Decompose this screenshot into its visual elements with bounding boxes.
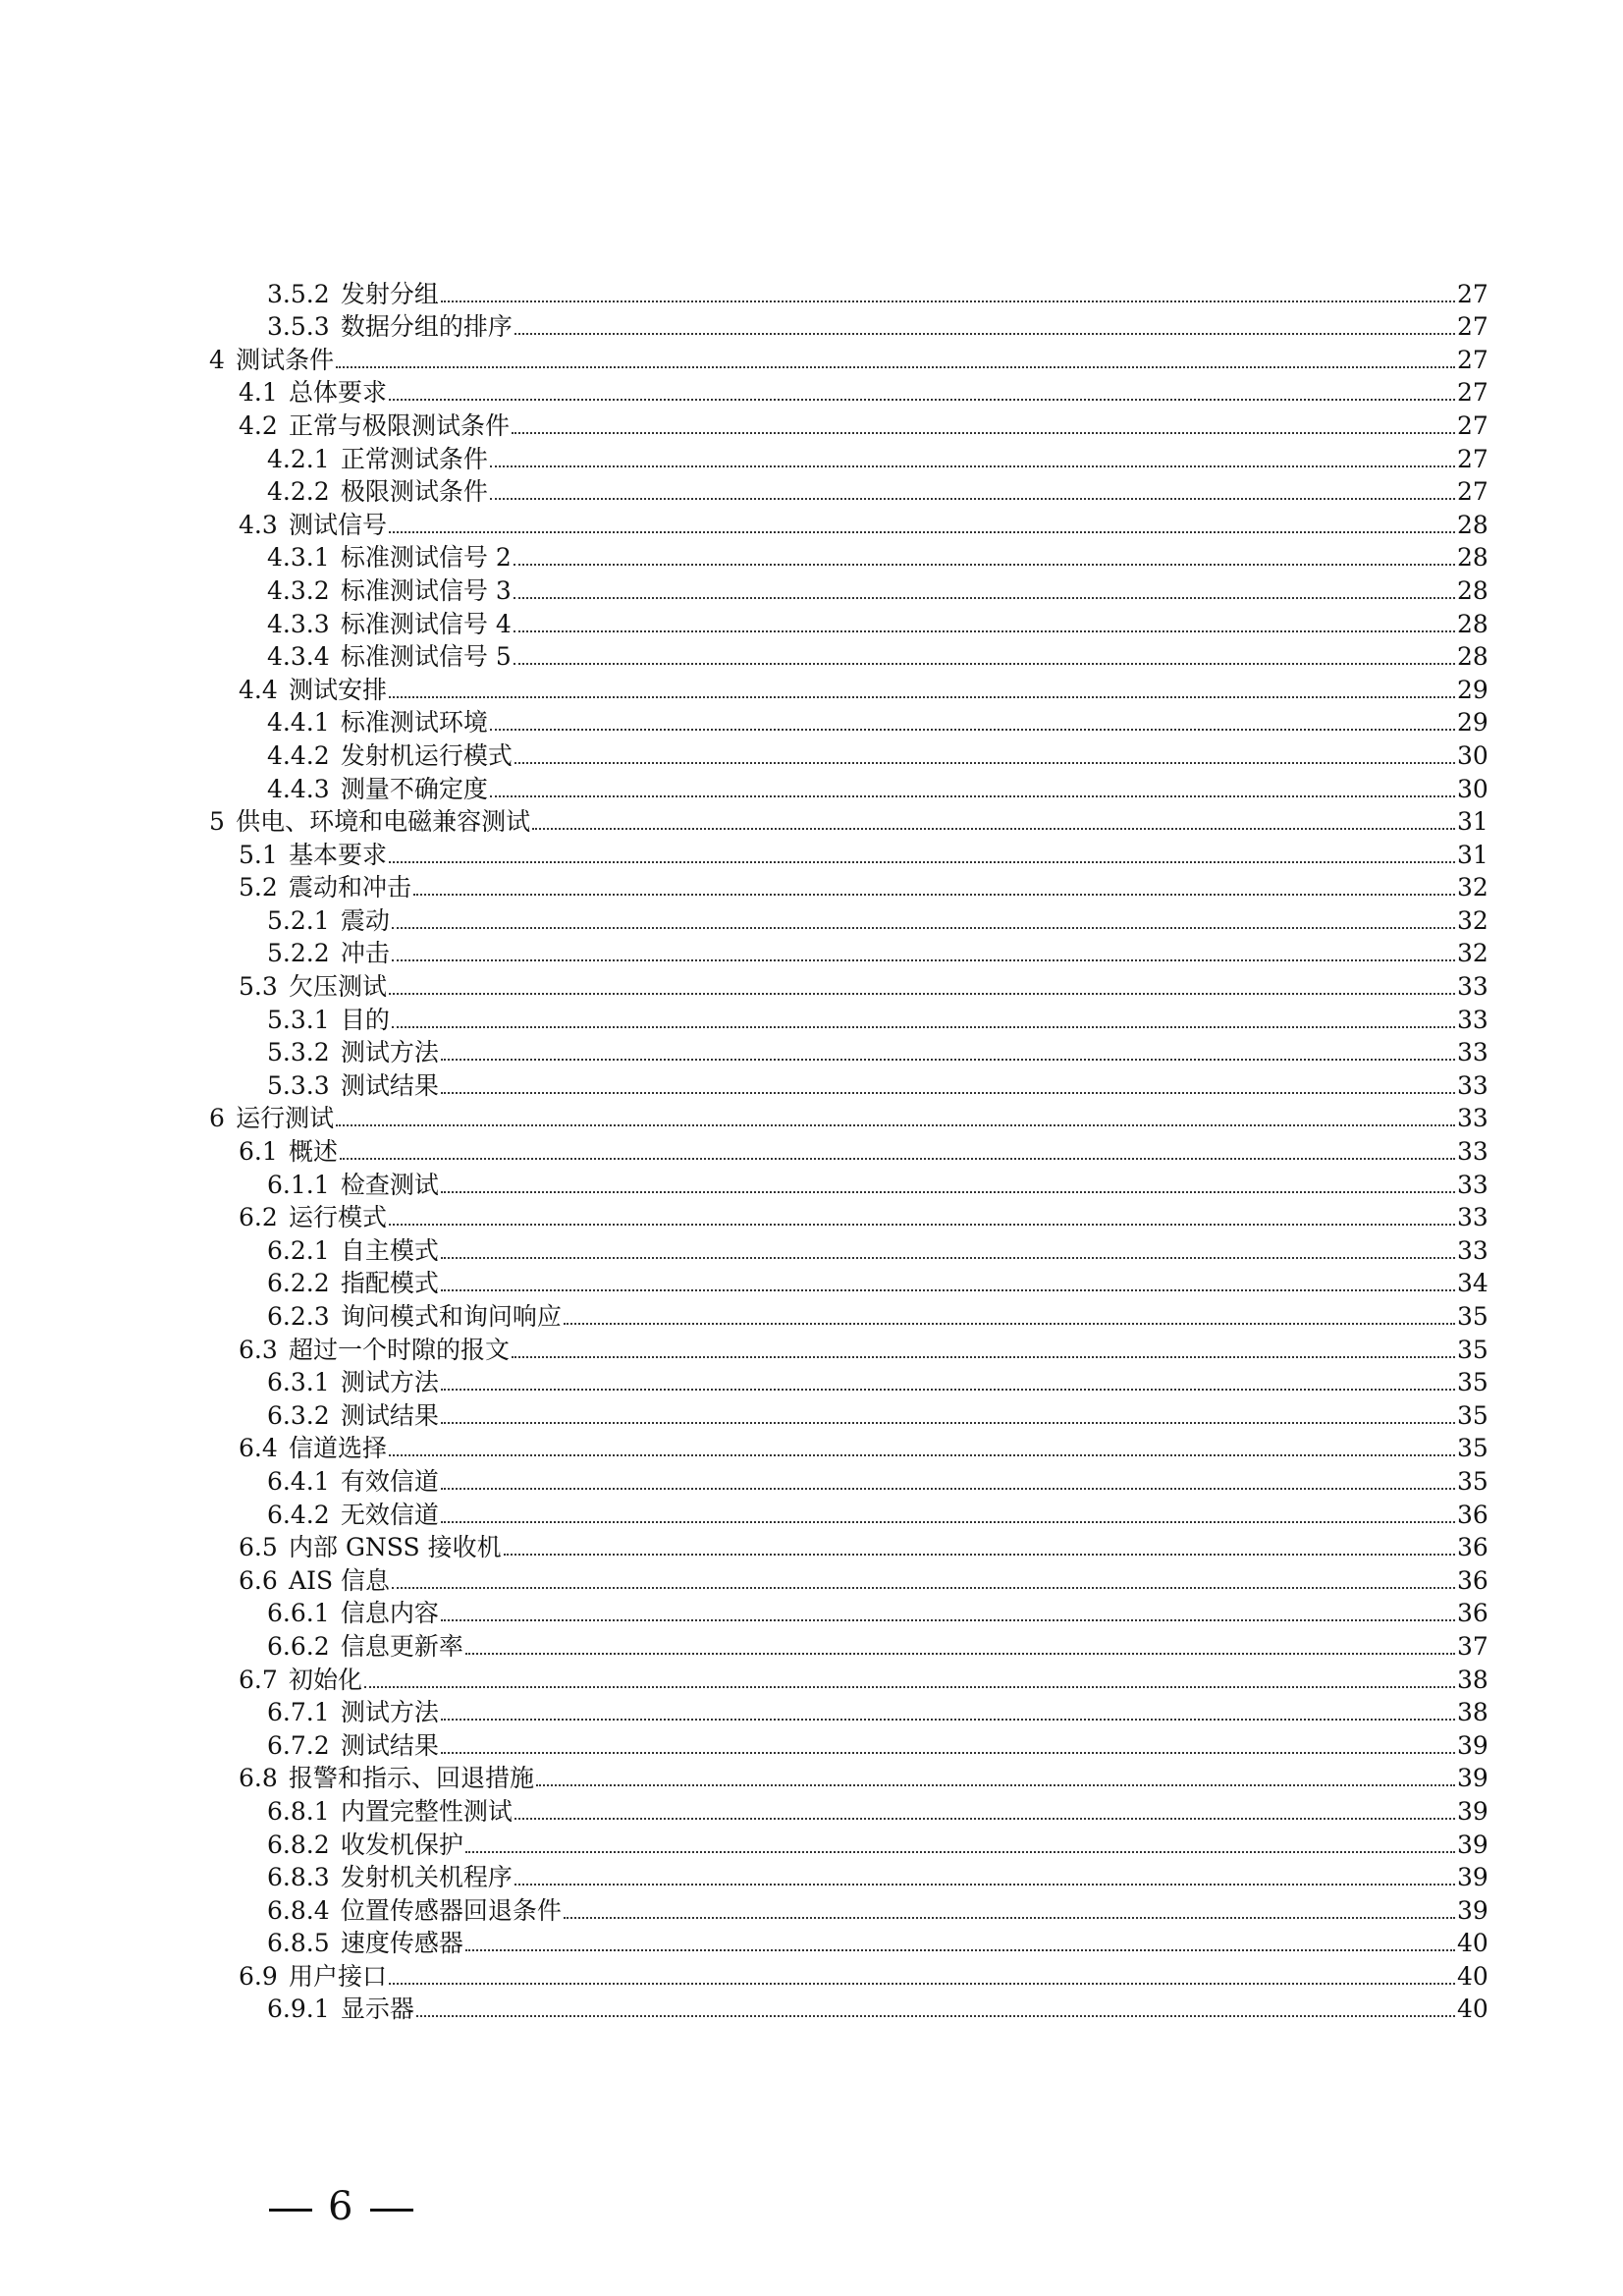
toc-dot-leader xyxy=(389,398,1455,401)
toc-entry-number: 5.3.1 xyxy=(267,1005,330,1034)
toc-dot-leader xyxy=(514,662,1455,665)
toc-entry[interactable] xyxy=(0,1135,1623,1169)
toc-entry-title: 内部 GNSS 接收机 xyxy=(289,1533,502,1562)
toc-entry-title: 供电、环境和电磁兼容测试 xyxy=(236,807,531,837)
toc-entry-page: 29 xyxy=(1457,708,1488,738)
toc-entry-title: 基本要求 xyxy=(289,840,388,869)
toc-entry-number: 6.8.4 xyxy=(267,1895,330,1925)
toc-entry-title: 测试方法 xyxy=(340,1038,439,1067)
toc-entry-page: 36 xyxy=(1457,1500,1488,1529)
toc-entry[interactable] xyxy=(0,1268,1623,1301)
toc-entry-title: 无效信道 xyxy=(340,1500,439,1529)
toc-entry[interactable] xyxy=(0,1994,1623,2027)
toc-entry-page: 34 xyxy=(1457,1269,1488,1298)
table-of-contents xyxy=(0,278,1623,2026)
toc-entry[interactable] xyxy=(0,1069,1623,1103)
toc-entry[interactable] xyxy=(0,542,1623,575)
toc-dot-leader xyxy=(413,893,1455,896)
toc-entry-page: 33 xyxy=(1457,1005,1488,1034)
toc-entry-number: 6.3.1 xyxy=(267,1368,330,1397)
toc-dot-leader xyxy=(441,1520,1455,1523)
toc-entry-title: 收发机保护 xyxy=(340,1830,463,1859)
toc-entry-number: 6.7.2 xyxy=(267,1730,330,1760)
toc-entry[interactable] xyxy=(0,509,1623,542)
toc-entry-page: 33 xyxy=(1457,1170,1488,1199)
toc-entry-number: 4.2.2 xyxy=(267,477,330,507)
toc-entry-number: 6.4.2 xyxy=(267,1500,330,1529)
toc-entry-number: 6.8 xyxy=(239,1764,278,1793)
toc-entry-title: 报警和指示、回退措施 xyxy=(289,1764,535,1793)
toc-entry[interactable] xyxy=(0,739,1623,773)
toc-entry[interactable] xyxy=(0,1202,1623,1235)
toc-dot-leader xyxy=(512,1355,1455,1358)
toc-entry-title: 信息更新率 xyxy=(340,1631,463,1661)
toc-dot-leader xyxy=(389,860,1455,863)
toc-entry-title: 测试方法 xyxy=(340,1698,439,1727)
toc-entry[interactable] xyxy=(0,970,1623,1004)
toc-entry-page: 27 xyxy=(1457,444,1488,473)
toc-dot-leader xyxy=(514,761,1455,764)
toc-entry-title: 测量不确定度 xyxy=(340,774,488,803)
toc-entry-number: 6.4.1 xyxy=(267,1466,330,1496)
toc-entry-page: 32 xyxy=(1457,873,1488,902)
toc-entry[interactable] xyxy=(0,839,1623,872)
toc-entry[interactable] xyxy=(0,1300,1623,1334)
toc-entry-title: 信道选择 xyxy=(289,1434,388,1463)
toc-entry-title: 数据分组的排序 xyxy=(340,312,513,342)
toc-entry[interactable] xyxy=(0,1564,1623,1598)
toc-entry-title: 测试信号 xyxy=(289,510,388,539)
toc-dot-leader xyxy=(416,2014,1455,2017)
toc-entry[interactable] xyxy=(0,1862,1623,1895)
toc-dot-leader xyxy=(441,1058,1455,1061)
toc-entry-title: 标准测试信号 4 xyxy=(340,609,512,638)
toc-entry-title: 目的 xyxy=(340,1005,390,1034)
toc-entry-title: 发射分组 xyxy=(340,279,439,308)
toc-entry-page: 40 xyxy=(1457,1961,1488,1991)
toc-entry[interactable] xyxy=(0,872,1623,905)
toc-entry[interactable] xyxy=(0,1697,1623,1730)
toc-entry[interactable] xyxy=(0,1399,1623,1433)
toc-dot-leader xyxy=(441,1487,1455,1490)
toc-dot-leader xyxy=(441,1388,1455,1391)
toc-entry-number: 5.3 xyxy=(239,972,278,1002)
toc-entry-page: 39 xyxy=(1457,1895,1488,1925)
toc-dot-leader xyxy=(512,431,1455,434)
toc-entry[interactable] xyxy=(0,641,1623,675)
toc-entry-title: 自主模式 xyxy=(340,1235,439,1265)
toc-dot-leader xyxy=(389,1453,1455,1456)
toc-entry-page: 35 xyxy=(1457,1400,1488,1430)
toc-dot-leader xyxy=(490,497,1455,500)
toc-entry-page: 33 xyxy=(1457,972,1488,1002)
toc-entry-number: 6.8.2 xyxy=(267,1830,330,1859)
toc-entry-page: 28 xyxy=(1457,575,1488,605)
toc-entry-title: 运行测试 xyxy=(236,1104,335,1133)
toc-dot-leader xyxy=(441,1751,1455,1754)
toc-entry-number: 6.1 xyxy=(239,1137,278,1167)
toc-entry-number: 5.2 xyxy=(239,873,278,902)
toc-dot-leader xyxy=(336,365,1455,368)
toc-dot-leader xyxy=(514,332,1455,335)
toc-dot-leader xyxy=(490,465,1455,467)
toc-entry[interactable] xyxy=(0,608,1623,641)
toc-dot-leader xyxy=(392,958,1455,961)
toc-entry[interactable] xyxy=(0,707,1623,740)
toc-dot-leader xyxy=(465,1948,1455,1951)
toc-entry-page: 27 xyxy=(1457,279,1488,308)
toc-dot-leader xyxy=(364,1685,1455,1688)
toc-entry-title: 超过一个时隙的报文 xyxy=(289,1335,511,1364)
toc-entry-title: 测试结果 xyxy=(340,1070,439,1100)
page-number: 6 xyxy=(328,2184,355,2229)
toc-entry[interactable] xyxy=(0,443,1623,476)
toc-entry-title: 位置传感器回退条件 xyxy=(340,1895,562,1925)
toc-dot-leader xyxy=(514,563,1455,566)
toc-entry[interactable] xyxy=(0,1433,1623,1466)
toc-entry-number: 6.7.1 xyxy=(267,1698,330,1727)
toc-dot-leader xyxy=(441,1256,1455,1259)
toc-entry-page: 33 xyxy=(1457,1070,1488,1100)
toc-entry-page: 33 xyxy=(1457,1137,1488,1167)
toc-entry[interactable] xyxy=(0,476,1623,510)
toc-entry-title: 冲击 xyxy=(340,939,390,968)
toc-entry-page: 39 xyxy=(1457,1730,1488,1760)
toc-entry-page: 33 xyxy=(1457,1235,1488,1265)
toc-dot-leader xyxy=(392,1025,1455,1028)
toc-entry-number: 6.7 xyxy=(239,1665,278,1694)
toc-entry-number: 4.2.1 xyxy=(267,444,330,473)
toc-dot-leader xyxy=(336,1123,1455,1126)
toc-entry-title: 测试结果 xyxy=(340,1730,439,1760)
toc-entry-title: 发射机关机程序 xyxy=(340,1863,513,1892)
toc-entry-page: 27 xyxy=(1457,345,1488,374)
toc-entry[interactable] xyxy=(0,806,1623,840)
toc-entry-number: 6.2.1 xyxy=(267,1235,330,1265)
toc-entry-number: 4.3.1 xyxy=(267,543,330,573)
toc-entry-title: 震动 xyxy=(340,905,390,935)
toc-entry-title: 正常与极限测试条件 xyxy=(289,410,511,440)
page-footer xyxy=(253,2182,429,2231)
toc-entry[interactable] xyxy=(0,1795,1623,1829)
footer-right-dash xyxy=(370,2209,413,2212)
toc-entry[interactable] xyxy=(0,1894,1623,1928)
toc-dot-leader xyxy=(564,1916,1455,1919)
toc-entry-page: 27 xyxy=(1457,312,1488,342)
toc-entry-page: 30 xyxy=(1457,774,1488,803)
toc-entry-title: 标准测试信号 3 xyxy=(340,575,512,605)
toc-entry[interactable] xyxy=(0,1829,1623,1862)
toc-dot-leader xyxy=(340,1157,1455,1160)
toc-entry-title: 显示器 xyxy=(340,1995,414,2024)
toc-entry-page: 35 xyxy=(1457,1466,1488,1496)
toc-dot-leader xyxy=(441,1288,1455,1291)
toc-dot-leader xyxy=(514,596,1455,599)
toc-entry-title: 标准测试信号 2 xyxy=(340,543,512,573)
toc-entry[interactable] xyxy=(0,1004,1623,1037)
toc-entry-page: 35 xyxy=(1457,1335,1488,1364)
toc-entry-page: 39 xyxy=(1457,1830,1488,1859)
toc-entry-number: 5.1 xyxy=(239,840,278,869)
toc-entry-number: 4 xyxy=(209,345,225,374)
toc-entry-title: 测试条件 xyxy=(236,345,335,374)
toc-dot-leader xyxy=(532,827,1455,830)
toc-entry[interactable] xyxy=(0,1169,1623,1202)
toc-entry-page: 29 xyxy=(1457,675,1488,704)
toc-entry-number: 6.6.2 xyxy=(267,1631,330,1661)
toc-entry-title: 运行模式 xyxy=(289,1203,388,1232)
toc-entry-number: 6.1.1 xyxy=(267,1170,330,1199)
toc-entry-number: 6.3 xyxy=(239,1335,278,1364)
toc-entry[interactable] xyxy=(0,1729,1623,1763)
toc-entry-title: 速度传感器 xyxy=(340,1929,463,1958)
toc-entry[interactable] xyxy=(0,674,1623,707)
toc-entry-page: 28 xyxy=(1457,510,1488,539)
toc-entry-number: 3.5.3 xyxy=(267,312,330,342)
toc-entry-number: 6.5 xyxy=(239,1533,278,1562)
toc-entry[interactable] xyxy=(0,1630,1623,1664)
toc-entry-page: 35 xyxy=(1457,1368,1488,1397)
toc-entry[interactable] xyxy=(0,938,1623,971)
toc-entry-page: 39 xyxy=(1457,1863,1488,1892)
toc-entry-page: 38 xyxy=(1457,1698,1488,1727)
toc-entry-number: 6.6.1 xyxy=(267,1599,330,1628)
toc-entry[interactable] xyxy=(0,904,1623,938)
toc-entry-title: 标准测试信号 5 xyxy=(340,642,512,672)
toc-entry-page: 28 xyxy=(1457,642,1488,672)
footer-left-dash xyxy=(269,2209,312,2212)
toc-entry-page: 32 xyxy=(1457,939,1488,968)
toc-entry[interactable] xyxy=(0,773,1623,806)
toc-entry-title: 有效信道 xyxy=(340,1466,439,1496)
toc-entry-number: 5 xyxy=(209,807,225,837)
toc-entry-title: 用户接口 xyxy=(289,1961,388,1991)
toc-entry-page: 36 xyxy=(1457,1599,1488,1628)
toc-entry-number: 6.9 xyxy=(239,1961,278,1991)
toc-dot-leader xyxy=(389,1223,1455,1226)
toc-entry[interactable] xyxy=(0,574,1623,608)
toc-entry-title: 极限测试条件 xyxy=(340,477,488,507)
toc-entry-page: 37 xyxy=(1457,1631,1488,1661)
toc-entry-number: 4.3.4 xyxy=(267,642,330,672)
toc-dot-leader xyxy=(514,1883,1455,1886)
toc-entry-number: 6.8.3 xyxy=(267,1863,330,1892)
toc-dot-leader xyxy=(392,1586,1455,1589)
toc-entry[interactable] xyxy=(0,344,1623,377)
toc-dot-leader xyxy=(564,1322,1455,1325)
toc-entry-title: 测试安排 xyxy=(289,675,388,704)
toc-entry-number: 5.3.3 xyxy=(267,1070,330,1100)
toc-entry[interactable] xyxy=(0,1664,1623,1697)
toc-entry-number: 6.2.3 xyxy=(267,1302,330,1331)
toc-dot-leader xyxy=(441,300,1455,302)
toc-dot-leader xyxy=(514,629,1455,632)
toc-entry-page: 40 xyxy=(1457,1929,1488,1958)
toc-entry-number: 6 xyxy=(209,1104,225,1133)
toc-entry-title: 标准测试环境 xyxy=(340,708,488,738)
toc-dot-leader xyxy=(389,992,1455,995)
toc-entry-title: 初始化 xyxy=(289,1665,363,1694)
toc-entry-title: 正常测试条件 xyxy=(340,444,488,473)
toc-entry[interactable] xyxy=(0,278,1623,311)
toc-entry-page: 32 xyxy=(1457,905,1488,935)
toc-dot-leader xyxy=(441,1618,1455,1621)
toc-entry-page: 31 xyxy=(1457,807,1488,837)
toc-entry[interactable] xyxy=(0,1465,1623,1499)
toc-dot-leader xyxy=(392,926,1455,929)
toc-entry-number: 4.4.3 xyxy=(267,774,330,803)
toc-entry-title: 发射机运行模式 xyxy=(340,740,513,770)
toc-entry-page: 31 xyxy=(1457,840,1488,869)
toc-entry-page: 27 xyxy=(1457,378,1488,408)
toc-entry-page: 39 xyxy=(1457,1764,1488,1793)
toc-entry[interactable] xyxy=(0,1334,1623,1367)
toc-entry-number: 4.3.2 xyxy=(267,575,330,605)
toc-entry[interactable] xyxy=(0,1234,1623,1268)
toc-entry-number: 6.3.2 xyxy=(267,1400,330,1430)
toc-entry-title: 内置完整性测试 xyxy=(340,1796,513,1826)
toc-entry-title: 总体要求 xyxy=(289,378,388,408)
toc-entry-page: 27 xyxy=(1457,477,1488,507)
toc-entry-page: 35 xyxy=(1457,1302,1488,1331)
toc-entry-number: 3.5.2 xyxy=(267,279,330,308)
toc-entry-page: 28 xyxy=(1457,543,1488,573)
toc-entry-page: 27 xyxy=(1457,410,1488,440)
toc-entry-number: 4.3 xyxy=(239,510,278,539)
toc-entry[interactable] xyxy=(0,1499,1623,1532)
toc-entry-title: 检查测试 xyxy=(340,1170,439,1199)
toc-entry-title: 信息内容 xyxy=(340,1599,439,1628)
toc-entry-number: 4.4.1 xyxy=(267,708,330,738)
toc-entry-page: 33 xyxy=(1457,1038,1488,1067)
toc-entry-number: 4.1 xyxy=(239,378,278,408)
toc-entry-number: 6.4 xyxy=(239,1434,278,1463)
toc-entry[interactable] xyxy=(0,1598,1623,1631)
toc-entry[interactable] xyxy=(0,1928,1623,1961)
toc-entry[interactable] xyxy=(0,377,1623,410)
toc-entry-number: 6.2.2 xyxy=(267,1269,330,1298)
toc-entry-page: 36 xyxy=(1457,1533,1488,1562)
toc-entry-page: 40 xyxy=(1457,1995,1488,2024)
toc-entry-number: 5.2.2 xyxy=(267,939,330,968)
toc-dot-leader xyxy=(465,1850,1455,1853)
toc-entry[interactable] xyxy=(0,410,1623,443)
toc-entry-title: 测试方法 xyxy=(340,1368,439,1397)
toc-dot-leader xyxy=(389,530,1455,533)
toc-entry-page: 33 xyxy=(1457,1203,1488,1232)
toc-entry-number: 6.2 xyxy=(239,1203,278,1232)
toc-dot-leader xyxy=(389,695,1455,698)
toc-entry-number: 4.2 xyxy=(239,410,278,440)
toc-entry-number: 6.8.5 xyxy=(267,1929,330,1958)
toc-entry-page: 30 xyxy=(1457,740,1488,770)
toc-entry[interactable] xyxy=(0,311,1623,345)
toc-entry[interactable] xyxy=(0,1103,1623,1136)
toc-entry[interactable] xyxy=(0,1367,1623,1400)
toc-entry-title: 震动和冲击 xyxy=(289,873,412,902)
toc-entry-number: 4.4.2 xyxy=(267,740,330,770)
toc-dot-leader xyxy=(441,1718,1455,1721)
toc-entry-page: 35 xyxy=(1457,1434,1488,1463)
toc-entry-number: 6.9.1 xyxy=(267,1995,330,2024)
toc-dot-leader xyxy=(465,1652,1455,1655)
toc-entry-title: 概述 xyxy=(289,1137,339,1167)
toc-dot-leader xyxy=(504,1553,1455,1556)
toc-dot-leader xyxy=(441,1421,1455,1424)
toc-entry-page: 38 xyxy=(1457,1665,1488,1694)
toc-dot-leader xyxy=(441,1190,1455,1193)
toc-dot-leader xyxy=(389,1982,1455,1985)
toc-entry-number: 5.2.1 xyxy=(267,905,330,935)
toc-dot-leader xyxy=(441,1091,1455,1094)
toc-entry-number: 5.3.2 xyxy=(267,1038,330,1067)
toc-entry[interactable] xyxy=(0,1532,1623,1565)
toc-entry-title: 指配模式 xyxy=(340,1269,439,1298)
toc-entry-page: 33 xyxy=(1457,1104,1488,1133)
toc-entry[interactable] xyxy=(0,1763,1623,1796)
toc-entry-number: 4.3.3 xyxy=(267,609,330,638)
toc-dot-leader xyxy=(490,728,1455,731)
toc-dot-leader xyxy=(514,1817,1455,1820)
toc-entry-page: 39 xyxy=(1457,1796,1488,1826)
toc-dot-leader xyxy=(490,794,1455,797)
toc-entry-title: AIS 信息 xyxy=(289,1565,391,1595)
toc-dot-leader xyxy=(536,1783,1455,1786)
toc-entry-page: 28 xyxy=(1457,609,1488,638)
toc-entry-title: 欠压测试 xyxy=(289,972,388,1002)
toc-entry[interactable] xyxy=(0,1037,1623,1070)
toc-entry-title: 询问模式和询问响应 xyxy=(340,1302,562,1331)
toc-entry-number: 4.4 xyxy=(239,675,278,704)
toc-entry[interactable] xyxy=(0,1960,1623,1994)
toc-entry-page: 36 xyxy=(1457,1565,1488,1595)
toc-entry-number: 6.8.1 xyxy=(267,1796,330,1826)
toc-entry-number: 6.6 xyxy=(239,1565,278,1595)
toc-entry-title: 测试结果 xyxy=(340,1400,439,1430)
